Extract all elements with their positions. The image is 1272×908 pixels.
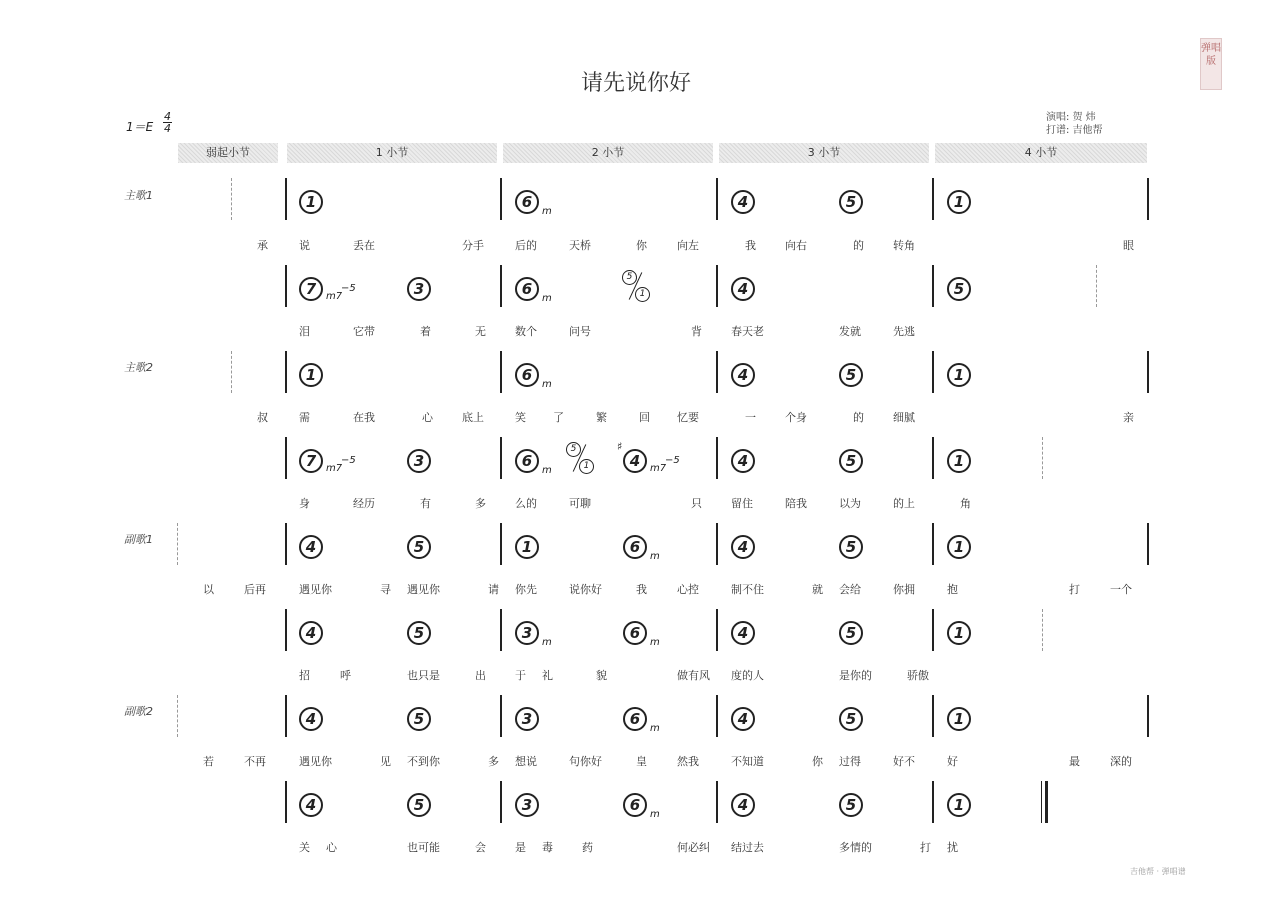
chord-3: 3 <box>515 621 539 645</box>
chord-suffix-m7: m7 <box>650 463 667 474</box>
pickup-line <box>231 351 232 393</box>
chord-suffix-m7: m7 <box>326 291 343 302</box>
lyric: 一个 <box>1110 583 1132 596</box>
lyric: 多 <box>488 755 499 768</box>
end-line <box>1096 265 1097 307</box>
chord-1: 1 <box>947 621 971 645</box>
header-pickup: 弱起小节 <box>178 143 278 163</box>
lyric: 天桥 <box>569 239 591 252</box>
lyric: 向右 <box>785 239 807 252</box>
lyric: 多情的 <box>839 841 872 854</box>
chord-3: 3 <box>407 277 431 301</box>
lyric: 最 <box>1069 755 1080 768</box>
lyric: 句你好 <box>569 755 602 768</box>
lyric: 一 <box>745 411 756 424</box>
lyric: 貌 <box>596 669 607 682</box>
chord-4: 4 <box>299 707 323 731</box>
chord-4: 4 <box>299 535 323 559</box>
lyric: 留住 <box>731 497 753 510</box>
lyric: 有 <box>420 497 431 510</box>
chord-5: 5 <box>407 535 431 559</box>
key-signature: 1＝E <box>126 120 154 134</box>
lyric: 春天老 <box>731 325 764 338</box>
lyric: 好不 <box>893 755 915 768</box>
lyric: 细腻 <box>893 411 915 424</box>
lyric: 请 <box>488 583 499 596</box>
lyric: 你先 <box>515 583 537 596</box>
lyric: 只 <box>691 497 702 510</box>
barline <box>500 437 502 479</box>
lyric: 度的人 <box>731 669 764 682</box>
header-bar4: 4 小节 <box>935 143 1147 163</box>
lyric: 骄傲 <box>907 669 929 682</box>
lyric: 你 <box>636 239 647 252</box>
lyric: 心控 <box>677 583 699 596</box>
chord-suffix-minor: m <box>542 637 552 648</box>
barline <box>716 523 718 565</box>
lyric: 陪我 <box>785 497 807 510</box>
pickup-line <box>177 523 178 565</box>
barline <box>932 178 934 220</box>
barline <box>285 523 287 565</box>
lyric: 说你好 <box>569 583 602 596</box>
lyric: 眼 <box>1123 239 1134 252</box>
barline <box>285 609 287 651</box>
barline <box>1147 695 1149 737</box>
slash-chord-bass: 1 <box>579 459 594 474</box>
lyric: 承 <box>257 239 268 252</box>
slash-chord-top: 5 <box>566 442 581 457</box>
credits <box>1046 111 1103 137</box>
lyric: 你拥 <box>893 583 915 596</box>
chord-suffix-minor: m <box>650 551 660 562</box>
chord-4: 4 <box>731 277 755 301</box>
section-verse2: 主歌2 <box>124 361 153 374</box>
chord-suffix-flat5: −5 <box>665 455 680 466</box>
barline <box>285 178 287 220</box>
lyric: 无 <box>475 325 486 338</box>
final-barline-thick <box>1045 781 1048 823</box>
lyric: 抱 <box>947 583 958 596</box>
barline <box>932 437 934 479</box>
lyric: 底上 <box>462 411 484 424</box>
chord-6: 6 <box>515 277 539 301</box>
chord-5: 5 <box>839 535 863 559</box>
chord-suffix-minor: m <box>542 206 552 217</box>
lyric: 在我 <box>353 411 375 424</box>
lyric: 后再 <box>244 583 266 596</box>
chord-5: 5 <box>947 277 971 301</box>
header-bar2: 2 小节 <box>503 143 713 163</box>
lyric: 笑 <box>515 411 526 424</box>
chord-4: 4 <box>731 363 755 387</box>
barline <box>285 695 287 737</box>
chord-5: 5 <box>839 621 863 645</box>
chord-1: 1 <box>947 190 971 214</box>
chord-4: 4 <box>623 449 647 473</box>
barline <box>285 265 287 307</box>
lyric: 关 <box>299 841 310 854</box>
lyric: 着 <box>420 325 431 338</box>
chord-4: 4 <box>299 621 323 645</box>
lyric: 何必纠 <box>677 841 710 854</box>
chord-4: 4 <box>731 793 755 817</box>
lyric: 了 <box>553 411 564 424</box>
lyric: 背 <box>691 325 702 338</box>
pickup-line <box>231 178 232 220</box>
end-line <box>1042 437 1043 479</box>
barline <box>500 351 502 393</box>
lyric: 打 <box>920 841 931 854</box>
chord-suffix-m7: m7 <box>326 463 343 474</box>
lyric: 说 <box>299 239 310 252</box>
barline <box>285 351 287 393</box>
chord-suffix-minor: m <box>650 809 660 820</box>
lyric: 就 <box>812 583 823 596</box>
lyric: 你 <box>812 755 823 768</box>
lyric: 然我 <box>677 755 699 768</box>
barline <box>500 265 502 307</box>
chord-3: 3 <box>407 449 431 473</box>
chord-4: 4 <box>731 707 755 731</box>
lyric: 亲 <box>1123 411 1134 424</box>
time-sig-bottom: 4 <box>164 122 171 135</box>
chord-4: 4 <box>299 793 323 817</box>
lyric: 的上 <box>893 497 915 510</box>
chord-1: 1 <box>299 190 323 214</box>
barline <box>285 437 287 479</box>
chord-5: 5 <box>839 793 863 817</box>
lyric: 身 <box>299 497 310 510</box>
chord-4: 4 <box>731 535 755 559</box>
lyric: 的 <box>853 411 864 424</box>
lyric: 繁 <box>596 411 607 424</box>
header-bar1: 1 小节 <box>287 143 497 163</box>
chord-6: 6 <box>515 363 539 387</box>
chord-5: 5 <box>407 793 431 817</box>
lyric: 我 <box>636 583 647 596</box>
barline <box>1147 351 1149 393</box>
lyric: 礼 <box>542 669 553 682</box>
final-barline-thin <box>1041 781 1042 823</box>
lyric: 深的 <box>1110 755 1132 768</box>
chord-1: 1 <box>947 363 971 387</box>
chord-4: 4 <box>731 621 755 645</box>
footer-mark: 吉他帮 · 弹唱谱 <box>1130 867 1186 876</box>
lyric: 叔 <box>257 411 268 424</box>
chord-6: 6 <box>623 707 647 731</box>
lyric: 数个 <box>515 325 537 338</box>
lyric: 分手 <box>462 239 484 252</box>
section-verse1: 主歌1 <box>124 189 153 202</box>
chord-1: 1 <box>515 535 539 559</box>
chord-1: 1 <box>947 449 971 473</box>
barline <box>932 351 934 393</box>
lyric: 心 <box>422 411 433 424</box>
lyric: 也可能 <box>407 841 440 854</box>
barline <box>500 523 502 565</box>
lyric: 转角 <box>893 239 915 252</box>
chord-5: 5 <box>839 449 863 473</box>
header-bar3: 3 小节 <box>719 143 929 163</box>
lyric: 好 <box>947 755 958 768</box>
chord-1: 1 <box>947 793 971 817</box>
chord-suffix-minor: m <box>650 723 660 734</box>
lyric: 个身 <box>785 411 807 424</box>
barline <box>716 609 718 651</box>
chord-suffix-minor: m <box>542 379 552 390</box>
lyric: 需 <box>299 411 310 424</box>
lyric: 它带 <box>353 325 375 338</box>
lyric: 制不住 <box>731 583 764 596</box>
lyric: 寻 <box>380 583 391 596</box>
barline <box>500 695 502 737</box>
lyric: 角 <box>960 497 971 510</box>
chord-5: 5 <box>407 621 431 645</box>
lyric: 出 <box>475 669 486 682</box>
credit-singer: 演唱: 贺 炜 <box>1046 112 1096 123</box>
barline <box>716 781 718 823</box>
lyric: 若 <box>203 755 214 768</box>
end-line <box>1042 609 1043 651</box>
chord-suffix-minor: m <box>542 465 552 476</box>
lyric: 回 <box>639 411 650 424</box>
lyric: 丢在 <box>353 239 375 252</box>
lyric: 心 <box>326 841 337 854</box>
chord-suffix-flat5: −5 <box>341 283 356 294</box>
chord-7: 7 <box>299 277 323 301</box>
chord-suffix-flat5: −5 <box>341 455 356 466</box>
lyric: 呼 <box>340 669 351 682</box>
lyric: 皇 <box>636 755 647 768</box>
lyric: 是 <box>515 841 526 854</box>
lyric: 打 <box>1069 583 1080 596</box>
chord-3: 3 <box>515 793 539 817</box>
chord-6: 6 <box>623 793 647 817</box>
lyric: 过得 <box>839 755 861 768</box>
lyric: 多 <box>475 497 486 510</box>
chord-6: 6 <box>515 190 539 214</box>
chord-6: 6 <box>515 449 539 473</box>
barline <box>1147 523 1149 565</box>
sharp-sign: ♯ <box>617 440 623 453</box>
barline <box>932 609 934 651</box>
chord-5: 5 <box>407 707 431 731</box>
lyric: 不知道 <box>731 755 764 768</box>
lyric: 药 <box>582 841 593 854</box>
lyric: 遇见你 <box>299 755 332 768</box>
lyric: 泪 <box>299 325 310 338</box>
barline <box>716 351 718 393</box>
chord-7: 7 <box>299 449 323 473</box>
lyric: 经历 <box>353 497 375 510</box>
lyric: 是你的 <box>839 669 872 682</box>
lyric: 遇见你 <box>299 583 332 596</box>
chord-suffix-minor: m <box>650 637 660 648</box>
chord-1: 1 <box>299 363 323 387</box>
chord-5: 5 <box>839 707 863 731</box>
barline <box>932 265 934 307</box>
song-title: 请先说你好 <box>580 71 691 96</box>
lyric: 以为 <box>839 497 861 510</box>
chord-6: 6 <box>623 621 647 645</box>
time-signature <box>163 111 172 134</box>
lyric: 发就 <box>839 325 861 338</box>
barline <box>716 265 718 307</box>
section-chorus1: 副歌1 <box>124 533 153 546</box>
lyric: 见 <box>380 755 391 768</box>
lyric: 向左 <box>677 239 699 252</box>
chord-4: 4 <box>731 190 755 214</box>
lyric: 么的 <box>515 497 537 510</box>
chord-6: 6 <box>623 535 647 559</box>
lyric: 先逃 <box>893 325 915 338</box>
slash-chord-bass: 1 <box>635 287 650 302</box>
lyric: 的 <box>853 239 864 252</box>
barline <box>716 178 718 220</box>
lyric: 会给 <box>839 583 861 596</box>
chord-5: 5 <box>839 190 863 214</box>
barline <box>285 781 287 823</box>
lyric: 也只是 <box>407 669 440 682</box>
lyric: 会 <box>475 841 486 854</box>
barline <box>932 781 934 823</box>
lyric: 可聊 <box>569 497 591 510</box>
barline <box>500 609 502 651</box>
chord-4: 4 <box>731 449 755 473</box>
section-chorus2: 副歌2 <box>124 705 153 718</box>
slash-chord <box>622 270 650 300</box>
barline <box>500 781 502 823</box>
lyric: 扰 <box>947 841 958 854</box>
barline <box>500 178 502 220</box>
chord-5: 5 <box>839 363 863 387</box>
lyric: 想说 <box>515 755 537 768</box>
time-sig-top: 4 <box>164 110 171 123</box>
lyric: 遇见你 <box>407 583 440 596</box>
chord-1: 1 <box>947 535 971 559</box>
lyric: 后的 <box>515 239 537 252</box>
lyric: 问号 <box>569 325 591 338</box>
slash-chord-top: 5 <box>622 270 637 285</box>
slash-chord <box>566 442 594 472</box>
credit-transcriber: 打谱: 吉他帮 <box>1046 125 1103 136</box>
barline <box>932 523 934 565</box>
barline <box>1147 178 1149 220</box>
chord-suffix-minor: m <box>542 293 552 304</box>
version-badge: 弹唱版 <box>1200 38 1222 90</box>
lyric: 不再 <box>244 755 266 768</box>
lyric: 毒 <box>542 841 553 854</box>
lyric: 我 <box>745 239 756 252</box>
barline <box>716 437 718 479</box>
chord-3: 3 <box>515 707 539 731</box>
pickup-line <box>177 695 178 737</box>
lyric: 于 <box>515 669 526 682</box>
barline <box>932 695 934 737</box>
lyric: 不到你 <box>407 755 440 768</box>
lyric: 忆要 <box>677 411 699 424</box>
chord-1: 1 <box>947 707 971 731</box>
lyric: 招 <box>299 669 310 682</box>
lyric: 以 <box>203 583 214 596</box>
lyric: 做有风 <box>677 669 710 682</box>
lyric: 结过去 <box>731 841 764 854</box>
barline <box>716 695 718 737</box>
